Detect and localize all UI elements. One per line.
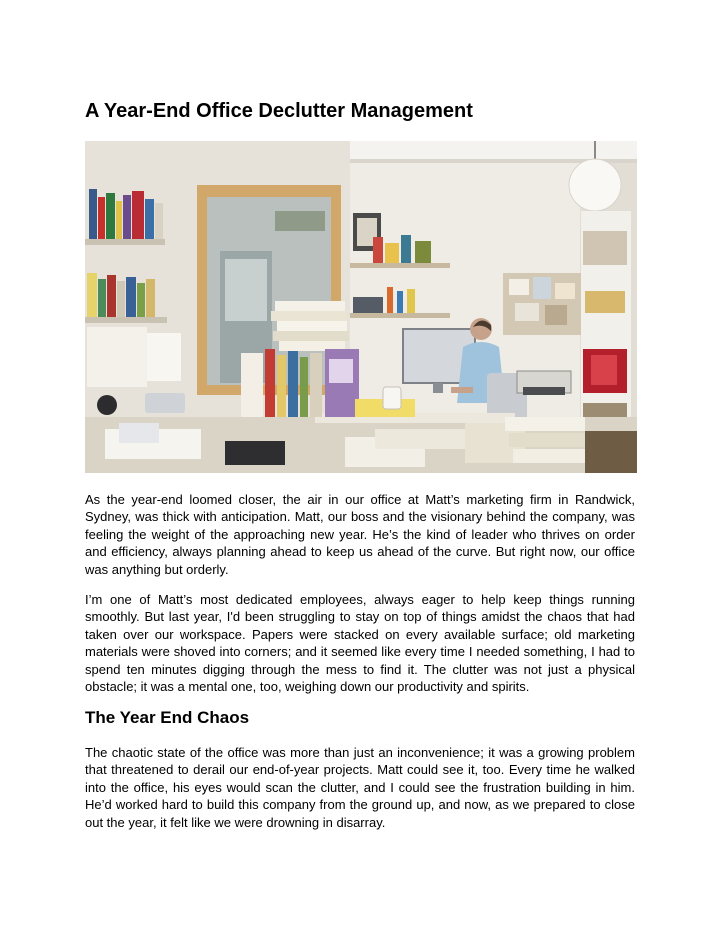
intro-paragraph: As the year-end loomed closer, the air in our office at Matt’s marketing firm in Randwick, Sydney, was thick with anticipation. Matt, our boss and the visionary behind the company, was feeling the weight of the approaching new year. He’s the kind of leader who thrives on order and efficiency, always planning ahead to keep us ahead of the curve. But right now, our office was anything but orderly. [85,492,635,577]
section-paragraph: The chaotic state of the office was more than just an inconvenience; it was a growing problem that threatened to derail our end-of-year projects. Matt could see it, too. Every time he walked into the office, his eyes would scan the clutter, and I could see the frustration building in him. He’d worked hard to build this company from the ground up, and now, as we prepared to close out the year, it felt like we were drowning in disarray. [85,745,635,830]
document-title: A Year-End Office Declutter Management [85,100,473,122]
cluttered-office-photo [85,141,637,473]
section-heading: The Year End Chaos [85,708,250,727]
body-paragraph: I’m one of Matt’s most dedicated employees, always eager to help keep things running smoothly. But last year, I'd been struggling to stay on top of things amidst the chaos that had taken over our workspace. Papers were stacked on every available surface; old marketing materials were shoved into corners; and it seemed like every time I needed something, I had to spend ten minutes digging through the mess to find it. The clutter was not just a physical obstacle; it was a mental one, too, weighing down our productivity and spirits. [85,592,635,695]
